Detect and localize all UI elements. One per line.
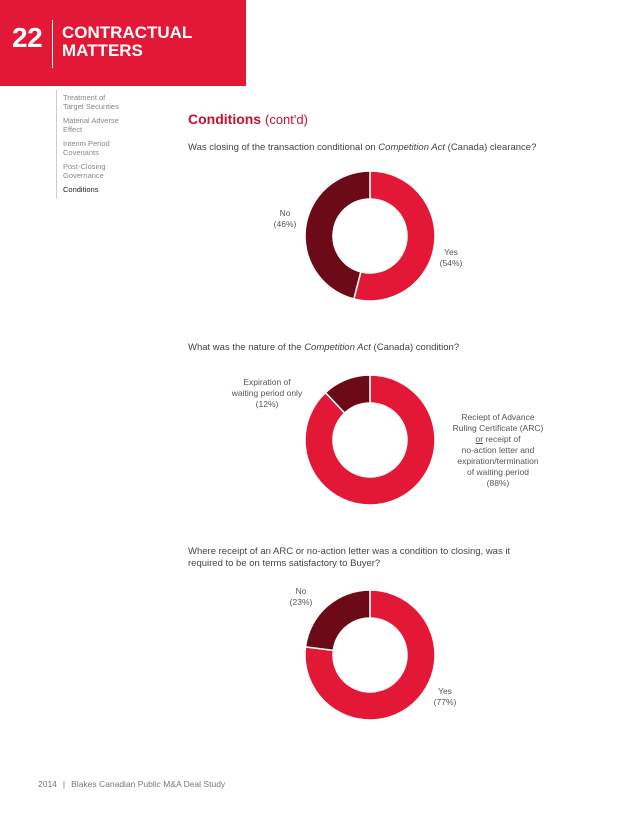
slice-label-pct: (12%) xyxy=(255,399,279,409)
donut-chart-competition-act-clearance xyxy=(304,170,436,302)
slice-label-arc-or-no-action xyxy=(440,412,556,489)
page-heading xyxy=(188,111,308,127)
sidebar-item-label: Target Securities xyxy=(63,102,119,111)
footer-publication: Blakes Canadian Public M&A Deal Study xyxy=(71,779,226,789)
question-1 xyxy=(188,142,536,154)
slice-label-yes xyxy=(424,247,478,269)
heading-title: Conditions xyxy=(188,111,262,127)
slice-label-underlined-word: or xyxy=(475,434,484,444)
sidebar-item-label: Interim Period xyxy=(63,139,110,148)
sidebar-item-interim-period-covenants[interactable] xyxy=(63,139,173,157)
slice-label-line: of waiting period xyxy=(467,467,529,477)
slice-label-pct: (23%) xyxy=(289,597,313,607)
slice-label-line: Reciept of Advance xyxy=(461,412,535,422)
page-footer xyxy=(38,779,225,789)
donut-chart-arc-terms-satisfactory xyxy=(304,589,436,721)
page-number: 22 xyxy=(12,22,43,53)
slice-label-expiration-of-waiting-period xyxy=(222,377,312,410)
sidebar-item-conditions[interactable] xyxy=(63,185,173,194)
slice-label-line: expiration/termination xyxy=(457,456,539,466)
sidebar-item-label: Treatment of xyxy=(63,93,106,102)
sidebar-item-label: Post-Closing xyxy=(63,162,106,171)
header-banner xyxy=(0,0,246,86)
sidebar-item-label: Material Adverse xyxy=(63,116,119,125)
heading-subtitle: (cont'd) xyxy=(265,112,308,127)
slice-label-no xyxy=(274,586,328,608)
question-1-text: Was closing of the transaction conditional on xyxy=(188,142,379,153)
sidebar-item-label: Conditions xyxy=(63,185,99,194)
slice-label-pct: (88%) xyxy=(486,478,510,488)
slice-label-text: No xyxy=(279,208,291,218)
question-2-italic: Competition Act xyxy=(304,342,371,353)
slice-label-no xyxy=(258,208,312,230)
question-1-text-end: (Canada) clearance? xyxy=(445,142,537,153)
donut-chart-competition-act-condition-nature xyxy=(304,374,436,506)
question-3-line-2: required to be on terms satisfactory to Buyer? xyxy=(188,558,381,569)
slice-label-text: No xyxy=(295,586,307,596)
slice-label-line: Ruling Certificate (ARC) xyxy=(452,423,544,433)
slice-label-pct: (46%) xyxy=(273,219,297,229)
sidebar-item-label: Effect xyxy=(63,125,83,134)
slice-label-pct: (77%) xyxy=(433,697,457,707)
sidebar-item-material-adverse-effect[interactable] xyxy=(63,116,173,134)
sidebar-rule xyxy=(56,90,57,198)
section-title-line-2: MATTERS xyxy=(62,41,143,60)
slice-label-line: no-action letter and xyxy=(461,445,535,455)
sidebar-item-label: Covenants xyxy=(63,148,99,157)
section-title-line-1: CONTRACTUAL xyxy=(62,23,193,42)
slice-label-line: Expiration of xyxy=(243,377,291,387)
slice-label-text: Yes xyxy=(444,247,458,257)
section-title xyxy=(62,24,192,60)
slice-label-pct: (54%) xyxy=(439,258,463,268)
question-2-text-end: (Canada) condition? xyxy=(370,342,460,353)
slice-label-line: waiting period only xyxy=(231,388,303,398)
question-3-line-1: Where receipt of an ARC or no-action letter was a condition to closing, was it xyxy=(188,546,511,557)
question-2 xyxy=(188,342,459,354)
slice-label-yes xyxy=(418,686,472,708)
sidebar-nav xyxy=(63,93,173,199)
header-divider xyxy=(52,20,53,68)
slice-label-line: or receipt of xyxy=(475,434,521,444)
question-2-text: What was the nature of the xyxy=(188,342,305,353)
sidebar-item-post-closing-governance[interactable] xyxy=(63,162,173,180)
question-3 xyxy=(188,546,578,570)
footer-separator: | xyxy=(62,779,66,789)
sidebar-item-treatment-of-target-securities[interactable] xyxy=(63,93,173,111)
question-1-italic: Competition Act xyxy=(378,142,446,153)
sidebar-item-label: Governance xyxy=(63,171,104,180)
footer-year: 2014 xyxy=(38,779,57,789)
slice-label-text: Yes xyxy=(438,686,452,696)
